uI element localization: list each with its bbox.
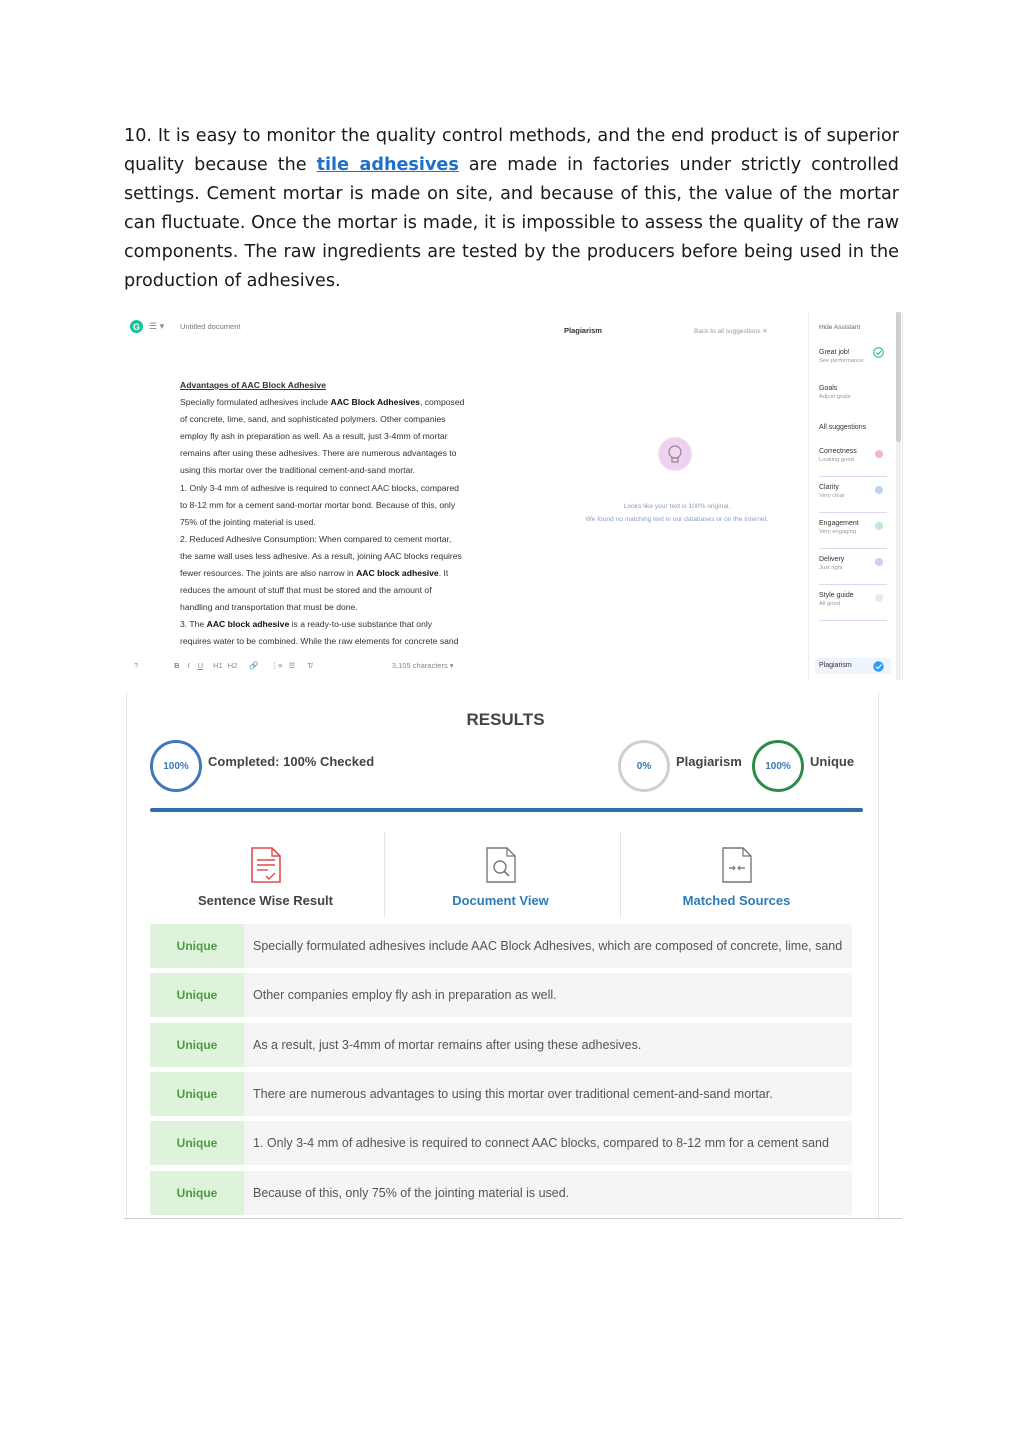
result-row[interactable]	[150, 1171, 852, 1215]
document-line	[180, 394, 500, 411]
unique-badge: Unique	[150, 1023, 244, 1067]
line-text: handling and transportation that must be done.	[180, 602, 358, 613]
category-status: Very engaging	[819, 529, 857, 535]
suggestion-category-engagement[interactable]	[819, 520, 859, 535]
clear-format-icon[interactable]: T̸	[307, 661, 312, 670]
document-line	[180, 582, 500, 599]
unique-badge: Unique	[150, 973, 244, 1017]
suggestion-category-clarity[interactable]	[819, 484, 845, 499]
character-count[interactable]: 3,105 characters ▾	[391, 661, 454, 670]
tile-adhesives-link[interactable]: tile adhesives	[316, 155, 459, 175]
report-icon	[250, 846, 282, 884]
all-suggestions-tab[interactable]: All suggestions	[819, 424, 867, 431]
underline-button[interactable]: U	[197, 661, 204, 670]
line-text: fewer resources. The joints are also narrow in	[180, 568, 357, 579]
unique-badge: Unique	[150, 1171, 244, 1215]
line-text: 1. Only 3-4 mm of adhesive is required to connect AAC blocks, compared	[180, 482, 459, 493]
great-job-label: Great job!	[819, 349, 850, 356]
result-row[interactable]	[150, 973, 852, 1017]
progress-bar	[150, 808, 863, 812]
bold-button[interactable]: B	[174, 661, 180, 670]
scrollbar-thumb[interactable]	[896, 312, 901, 442]
completed-ring: 100%	[150, 740, 202, 792]
document-line	[180, 599, 500, 616]
result-row[interactable]	[150, 1023, 852, 1067]
no-match-message: We found no matching text in our databases or on the Internet.	[585, 516, 769, 523]
line-text: reduces the amount of stuff that must be stored and the amount of	[180, 585, 432, 596]
line-text: Specially formulated adhesives include	[180, 397, 331, 408]
line-text-end: . It	[438, 568, 449, 579]
tab-matched-sources[interactable]	[619, 832, 854, 920]
unique-badge: Unique	[150, 1072, 244, 1116]
sentence-text: 1. Only 3-4 mm of adhesive is required to connect AAC blocks, compared to 8-12 mm for a cement sand	[253, 1136, 829, 1151]
category-underline	[819, 512, 887, 513]
plagiarism-panel-title: Plagiarism	[564, 326, 602, 335]
category-status: All good	[819, 601, 840, 607]
scrollbar[interactable]	[896, 312, 901, 680]
document-line	[180, 480, 500, 497]
line-text: 3. The	[180, 619, 207, 630]
document-search-icon	[485, 846, 517, 884]
hide-assistant-button[interactable]: Hide Assistant	[819, 324, 861, 331]
document-line	[180, 514, 500, 531]
document-line	[180, 616, 500, 633]
results-title: RESULTS	[466, 710, 545, 729]
compare-document-icon	[721, 846, 753, 884]
sentence-text: Other companies employ fly ash in preparation as well.	[253, 988, 557, 1003]
document-line	[180, 445, 500, 462]
document-heading: Advantages of AAC Block Adhesive	[180, 380, 326, 390]
h2-button[interactable]: H2	[227, 661, 238, 670]
plagiarism-results-screenshot	[124, 692, 902, 1220]
category-name: Delivery	[819, 556, 845, 563]
tab-document-view-label: Document View	[452, 893, 549, 908]
document-line	[180, 411, 500, 428]
unique-label: Unique	[810, 754, 855, 769]
see-performance-link[interactable]: See performance	[819, 358, 864, 364]
line-bold-keyword: AAC block adhesive	[206, 619, 290, 630]
ordered-list-icon[interactable]: ⋮≡	[270, 661, 283, 670]
result-row[interactable]	[150, 1072, 852, 1116]
plagiarism-button-label: Plagiarism	[819, 662, 852, 669]
line-text: 2. Reduced Adhesive Consumption: When compared to cement mortar,	[180, 533, 452, 544]
suggestion-category-style-guide[interactable]	[819, 592, 854, 607]
check-circle-icon	[873, 347, 884, 358]
sentence-text: Because of this, only 75% of the jointing material is used.	[253, 1185, 570, 1200]
category-underline	[819, 584, 887, 585]
plagiarism-ring: 0%	[618, 740, 670, 792]
line-text: using this mortar over the traditional cement-and-sand mortar.	[180, 465, 416, 476]
line-bold-keyword: AAC block adhesive	[356, 568, 439, 579]
great-job-card[interactable]	[819, 349, 863, 364]
result-row[interactable]	[150, 1121, 852, 1165]
paragraph-text-start: 10. It is easy to monitor the quality control methods, and the end product is of superior quality because the	[124, 126, 899, 175]
check-badge-icon	[873, 661, 884, 672]
line-text: 75% of the jointing material is used.	[180, 516, 316, 527]
category-status-icon	[875, 486, 883, 494]
unique-badge: Unique	[150, 924, 244, 968]
original-text-message: Looks like your text is 100% original.	[623, 503, 731, 510]
category-underline	[819, 476, 887, 477]
document-line	[180, 565, 500, 582]
category-status: Very clear	[819, 493, 845, 499]
editor-toolbar	[134, 661, 454, 670]
grammarly-logo-icon[interactable]: G	[130, 320, 143, 333]
plagiarism-button[interactable]	[815, 658, 891, 674]
category-name: Correctness	[819, 448, 857, 455]
category-name: Style guide	[819, 592, 854, 599]
goals-label: Goals	[819, 385, 838, 392]
adjust-goals-link[interactable]: Adjust goals	[819, 394, 851, 400]
suggestion-category-delivery[interactable]	[819, 556, 844, 571]
line-text: remains after using these adhesives. There are numerous advantages to	[180, 448, 457, 459]
grammarly-screenshot	[124, 312, 903, 680]
line-text: to 8-12 mm for a cement sand-mortar mortar bond. Because of this, only	[180, 499, 456, 510]
category-status-icon	[875, 522, 883, 530]
line-bold-keyword: AAC Block Adhesives	[330, 397, 420, 408]
unique-badge: Unique	[150, 1121, 244, 1165]
line-text: requires water to be combined. While the raw elements for concrete sand	[180, 636, 459, 647]
line-text-end: , composed	[419, 397, 465, 408]
category-status: Just right	[819, 565, 843, 571]
tab-document-view[interactable]	[383, 832, 618, 920]
grammarly-topbar	[130, 320, 164, 333]
category-name: Engagement	[819, 520, 859, 527]
category-status-icon	[875, 594, 883, 602]
plagiarism-panel	[564, 312, 804, 680]
line-text: employ fly ash in preparation as well. As a result, just 3-4mm of mortar	[180, 431, 448, 442]
italic-button[interactable]: I	[187, 661, 190, 670]
category-status-icon	[875, 558, 883, 566]
line-text-end: is a ready-to-use substance that only	[289, 619, 433, 630]
document-line	[180, 497, 500, 514]
document-line	[180, 633, 500, 650]
link-icon[interactable]: 🔗	[249, 661, 259, 670]
help-icon[interactable]: ?	[134, 661, 139, 670]
document-line	[180, 462, 500, 479]
lightbulb-icon	[658, 437, 692, 471]
completed-label: Completed: 100% Checked	[208, 754, 375, 769]
category-underline	[819, 548, 887, 549]
h1-button[interactable]: H1	[213, 661, 223, 670]
document-line	[180, 428, 500, 445]
sentence-text: There are numerous advantages to using this mortar over traditional cement-and-sand mortar.	[253, 1086, 773, 1101]
sentence-text: As a result, just 3-4mm of mortar remains after using these adhesives.	[253, 1037, 642, 1052]
category-underline	[819, 620, 887, 621]
line-text: the same wall uses less adhesive. As a result, joining AAC blocks requires	[180, 550, 462, 561]
document-line	[180, 548, 500, 565]
results-bottom-border	[124, 1218, 902, 1219]
tab-sentence-wise-label: Sentence Wise Result	[198, 893, 333, 908]
category-name: Clarity	[819, 484, 839, 491]
menu-icon[interactable]: ☰ ▾	[149, 321, 165, 331]
document-title[interactable]: Untitled document	[180, 322, 241, 331]
assistant-sidebar	[808, 312, 897, 680]
suggestion-category-correctness[interactable]	[819, 448, 857, 463]
body-paragraph	[124, 122, 899, 296]
result-row[interactable]	[150, 924, 852, 968]
category-status: Looking good	[819, 457, 854, 463]
plagiarism-label: Plagiarism	[676, 754, 742, 769]
tab-sentence-wise-result[interactable]	[148, 832, 383, 920]
back-to-suggestions-link[interactable]: Back to all suggestions ✕	[694, 328, 768, 335]
document-line	[180, 531, 500, 548]
line-text: of concrete, lime, sand, and sophisticated polymers. Other companies	[180, 414, 446, 425]
plagiarism-result-message	[564, 500, 790, 526]
paragraph-text-end: are made in factories under strictly controlled settings. Cement mortar is made on site, and because of this, the value of the mortar can fluctuate. Once the mortar is made, it is impossible to assess the quality of the raw components. The raw ingredients are tested by the producers before being used in the production of adhesives.	[124, 155, 899, 291]
sentence-text: Specially formulated adhesives include AAC Block Adhesives, which are composed of concrete, lime, sand	[253, 939, 843, 953]
goals-card[interactable]	[819, 385, 851, 400]
document-editor[interactable]	[180, 377, 500, 651]
unordered-list-icon[interactable]: ☰	[288, 661, 296, 670]
tab-matched-sources-label: Matched Sources	[682, 893, 791, 908]
unique-ring: 100%	[752, 740, 804, 792]
category-status-icon	[875, 450, 883, 458]
